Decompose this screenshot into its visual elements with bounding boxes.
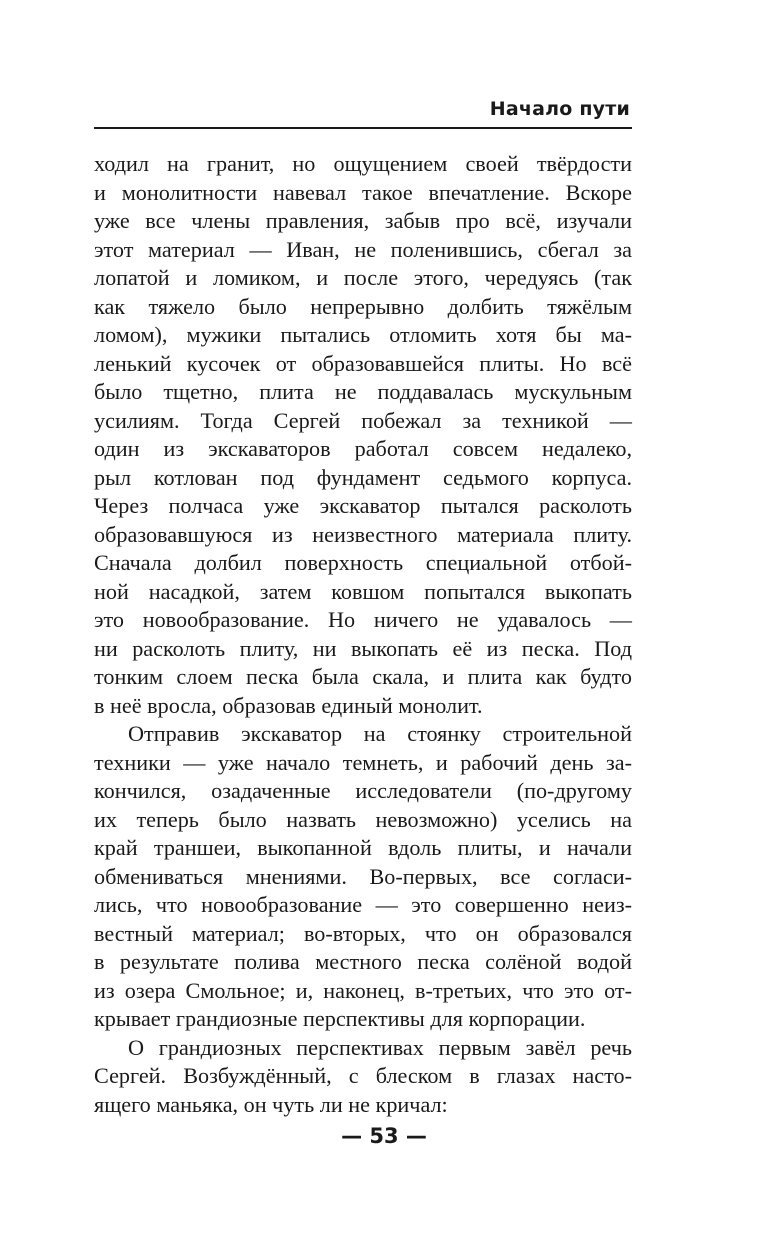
text-line: О грандиозных перспективах первым завёл речь <box>128 1034 632 1060</box>
running-title: Начало пути <box>489 98 630 120</box>
text-line: обмениваться мнениями. Во-первых, все согласи- <box>94 863 632 889</box>
body-text <box>94 150 632 1119</box>
text-line: это новообразование. Но ничего не удавалось — <box>94 607 632 632</box>
text-line: их теперь было назвать невозможно) уселись на <box>94 806 632 832</box>
text-line: лись, что новообразование — это совершенно неиз- <box>94 892 632 917</box>
text-line: и монолитности навевал такое впечатление. Вскоре <box>94 179 632 205</box>
text-line: Сначала долбил поверхность специальной отбой- <box>94 550 632 575</box>
paragraph <box>94 1034 632 1120</box>
text-line: ящего маньяка, он чуть ли не кричал: <box>94 1091 448 1117</box>
text-line: ни расколоть плиту, ни выкопать её из песка. Под <box>94 635 632 661</box>
text-line: крывает грандиозные перспективы для корпорации. <box>94 1006 586 1031</box>
text-line: край траншеи, выкопанной вдоль плиты, и начали <box>94 835 632 860</box>
text-line: как тяжело было непрерывно долбить тяжёлым <box>94 293 632 319</box>
text-line: кончился, озадаченные исследователи (по-другому <box>94 778 632 803</box>
text-line: усилиям. Тогда Сергей побежал за техникой — <box>94 407 632 433</box>
text-line: техники — уже начало темнеть, и рабочий день за- <box>94 749 632 775</box>
text-line: этот материал — Иван, не поленившись, сбегал за <box>94 236 632 262</box>
text-line: было тщетно, плита не поддавалась мускульным <box>94 379 632 404</box>
text-line: лопатой и ломиком, и после этого, чередуясь (так <box>94 265 632 290</box>
header-rule <box>94 127 632 129</box>
text-line: вестный материал; во-вторых, что он образовался <box>94 920 632 946</box>
page-header <box>0 96 768 136</box>
text-line: в результате полива местного песка солёной водой <box>94 949 632 974</box>
text-line: Отправив экскаватор на стоянку строительной <box>128 721 632 746</box>
text-line: уже все члены правления, забыв про всё, изучали <box>94 208 632 233</box>
paragraph <box>94 150 632 720</box>
text-line: ходил на гранит, но ощущением своей твёрдости <box>94 151 632 176</box>
text-line: в неё вросла, образовав единый монолит. <box>94 692 483 718</box>
text-line: один из экскаваторов работал совсем недалеко, <box>94 436 632 461</box>
paragraph <box>94 720 632 1034</box>
text-line: ленький кусочек от образовавшейся плиты. Но всё <box>94 350 632 376</box>
text-line: из озера Смольное; и, наконец, в-третьих, что это от- <box>94 977 632 1003</box>
text-line: ной насадкой, затем ковшом попытался выкопать <box>94 578 632 604</box>
page-number: — 53 — <box>341 1124 427 1148</box>
text-line: Сергей. Возбуждённый, с блеском в глазах насто- <box>94 1063 632 1088</box>
text-line: рыл котлован под фундамент седьмого корпуса. <box>94 464 632 490</box>
text-line: Через полчаса уже экскаватор пытался расколоть <box>94 493 632 518</box>
text-line: тонким слоем песка была скала, и плита как будто <box>94 664 632 689</box>
text-line: образовавшуюся из неизвестного материала плиту. <box>94 521 632 547</box>
text-line: ломом), мужики пытались отломить хотя бы ма- <box>94 322 632 347</box>
